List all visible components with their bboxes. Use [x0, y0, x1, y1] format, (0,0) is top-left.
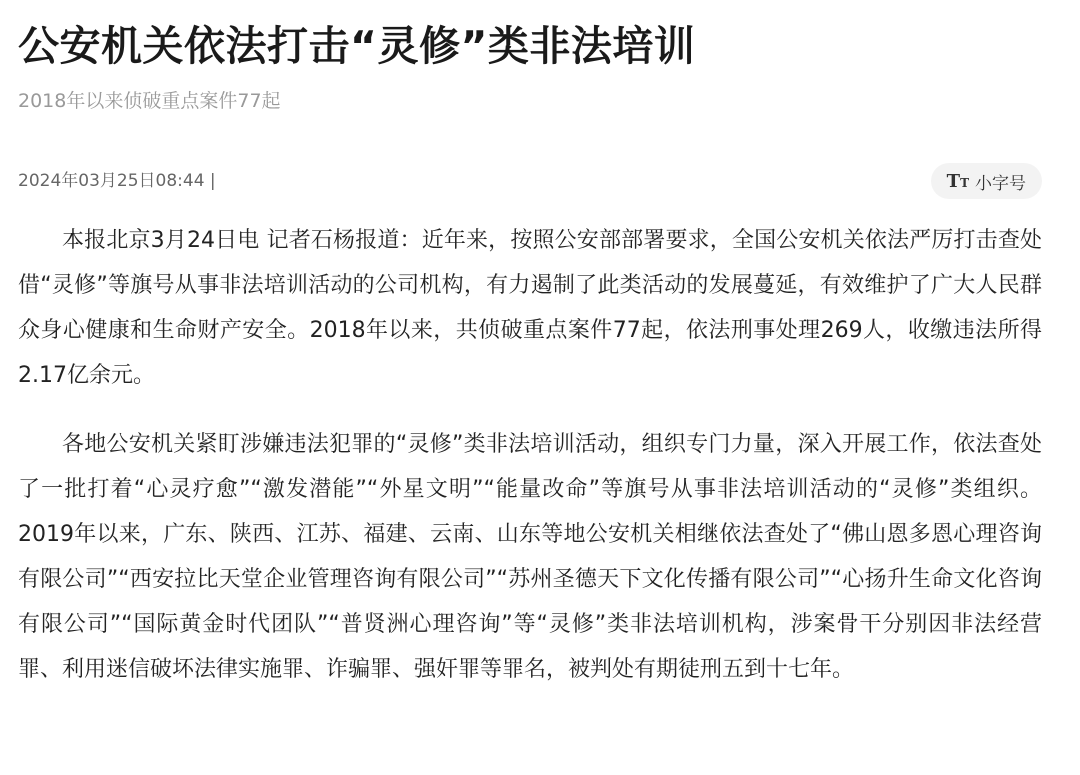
- font-size-button[interactable]: [931, 163, 1042, 199]
- paragraph-1: 本报北京3月24日电 记者石杨报道：近年来，按照公安部部署要求，全国公安机关依法严厉打击查处借“灵修”等旗号从事非法培训活动的公司机构，有力遏制了此类活动的发展蔓延，有效维护了广大人民群众身心健康和生命财产安全。2018年以来，共侦破重点案件77起，依法刑事处理269人，收缴违法所得2.17亿余元。: [18, 228, 1042, 388]
- paragraph-2: 各地公安机关紧盯涉嫌违法犯罪的“灵修”类非法培训活动，组织专门力量，深入开展工作，依法查处了一批打着“心灵疗愈”“激发潜能”“外星文明”“能量改命”等旗号从事非法培训活动的“灵修”类组织。2019年以来，广东、陕西、江苏、福建、云南、山东等地公安机关相继依法查处了“佛山恩多恩心理咨询有限公司”“西安拉比天堂企业管理咨询有限公司”“苏州圣德天下文化传播有限公司”“心扬升生命文化咨询有限公司”“国际黄金时代团队”“普贤洲心理咨询”等“灵修”类非法培训机构，涉案骨干分别因非法经营罪、利用迷信破坏法律实施罪、诈骗罪、强奸罪等罪名，被判处有期徒刑五到十七年。: [18, 432, 1042, 682]
- article-body: [18, 218, 1042, 692]
- font-size-label: 小字号: [975, 173, 1026, 194]
- article-title: 公安机关依法打击“灵修”类非法培训: [18, 22, 696, 70]
- article: [18, 0, 1042, 692]
- article-subtitle: 2018年以来侦破重点案件77起: [18, 90, 281, 112]
- publish-datetime: 2024年03月25日08:44 |: [18, 171, 216, 191]
- article-meta: [18, 163, 1042, 199]
- font-size-icon: T T: [946, 170, 969, 192]
